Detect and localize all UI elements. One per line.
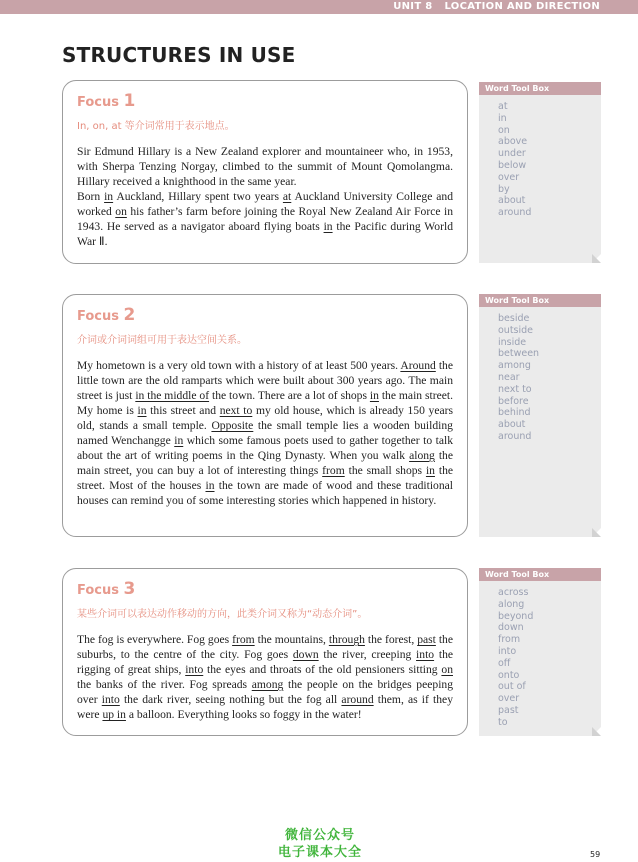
tool-box-word: next to bbox=[498, 383, 532, 395]
underlined-preposition: down bbox=[292, 648, 319, 661]
underlined-preposition: in bbox=[425, 464, 435, 477]
underlined-preposition: in the middle of bbox=[135, 389, 210, 402]
tool-box-word: onto bbox=[498, 669, 520, 681]
tool-box-word-list bbox=[479, 581, 601, 729]
tool-box-word: among bbox=[498, 360, 531, 372]
underlined-preposition: through bbox=[328, 633, 365, 646]
tool-box-title: Word Tool Box bbox=[479, 82, 601, 95]
tool-box-word-list bbox=[479, 95, 601, 219]
tool-box-word-list bbox=[479, 307, 601, 443]
focus-number: 1 bbox=[123, 91, 136, 111]
underlined-preposition: past bbox=[417, 633, 436, 646]
underlined-preposition: in bbox=[323, 220, 333, 233]
underlined-preposition: in bbox=[104, 190, 114, 203]
tool-box-word: across bbox=[498, 587, 529, 598]
tool-box-word: past bbox=[498, 704, 519, 716]
tool-box-word: from bbox=[498, 634, 521, 646]
tool-box-word: below bbox=[498, 159, 527, 171]
underlined-preposition: Opposite bbox=[211, 419, 254, 432]
tool-box-word: about bbox=[498, 195, 526, 207]
focus-1-title bbox=[77, 91, 453, 111]
focus-number: 3 bbox=[123, 579, 136, 599]
watermark-line-1: 微信公众号 bbox=[284, 828, 355, 843]
tool-box-word: before bbox=[498, 395, 529, 407]
tool-box-word: near bbox=[498, 371, 520, 383]
underlined-preposition: along bbox=[409, 449, 435, 462]
underlined-preposition: from bbox=[232, 633, 255, 646]
tool-box-word: between bbox=[498, 348, 540, 360]
tool-box-word: inside bbox=[498, 336, 527, 348]
focus-2-subtitle: 介词或介词词组可用于表达空间关系。 bbox=[77, 335, 247, 346]
underlined-preposition: on bbox=[115, 205, 127, 218]
tool-box-word: in bbox=[498, 112, 507, 124]
underlined-preposition: into bbox=[101, 693, 120, 706]
tool-box-title: Word Tool Box bbox=[479, 568, 601, 581]
underlined-preposition: up in bbox=[102, 708, 126, 721]
focus-2-title bbox=[77, 305, 453, 325]
underlined-preposition: in bbox=[205, 479, 215, 492]
page-fold-shadow bbox=[592, 254, 601, 263]
focus-1-subtitle: In, on, at 等介词常用于表示地点。 bbox=[77, 121, 235, 132]
underlined-preposition: around bbox=[341, 693, 374, 706]
underlined-preposition: among bbox=[251, 678, 284, 691]
tool-box-word: into bbox=[498, 645, 517, 657]
underlined-preposition: into bbox=[185, 663, 204, 676]
tool-box-word: over bbox=[498, 693, 520, 705]
tool-box-word: behind bbox=[498, 407, 531, 419]
tool-box-word: down bbox=[498, 622, 524, 634]
focus-3-paragraph: The fog is everywhere. Fog goes from the mountains, through the forest, past the suburbs, to the centre of the city. Fog goes down the river, creeping into the rigging of great ships, into the eyes and throats of the old pensioners sitting on the banks of the river. Fog spreads among the people on the bridges peeping over into the dark river, seeing nothing but the fog all around them, as if they were up in a balloon. Everything looks so foggy in the water! bbox=[77, 633, 454, 721]
tool-box-word: about bbox=[498, 419, 526, 431]
tool-box-word: on bbox=[498, 124, 510, 136]
word-tool-box-3 bbox=[479, 568, 601, 736]
watermark bbox=[260, 827, 380, 861]
tool-box-word: beyond bbox=[498, 610, 534, 622]
underlined-preposition: in bbox=[369, 389, 379, 402]
focus-number: 2 bbox=[123, 305, 136, 325]
focus-3-text bbox=[77, 632, 453, 722]
word-tool-box-1 bbox=[479, 82, 601, 263]
page-fold-shadow bbox=[592, 528, 601, 537]
focus-1-paragraph-1: Sir Edmund Hillary is a New Zealand explorer and mountaineer who, in 1953, with Sherpa Tenzing Norgay, climbed to the summit of Mount Qomolangma. Hillary received a knighthood in the same year. bbox=[77, 145, 453, 188]
underlined-preposition: on bbox=[441, 663, 453, 676]
focus-label: Focus bbox=[77, 95, 119, 110]
focus-label: Focus bbox=[77, 583, 119, 598]
focus-2-paragraph: My hometown is a very old town with a history of at least 500 years. Around the little town are the old ramparts which were built about 300 years ago. The main street is just in the middle of the town. There are a lot of shops in the main street. My home is in this street and next to my old house, which is already 150 years old, stands a small temple. Opposite the small temple lies a wooden building named Wenchangge in which some famous poets used to gather together to talk about the art of writing poems in the Qing Dynasty. When you walk along the main street, you can buy a lot of interesting things from the small shops in the street. Most of the houses in the town are made of wood and these traditional houses can remind you of some interesting stories which happened in history. bbox=[77, 359, 454, 507]
focus-3-subtitle: 某些介词可以表达动作移动的方向，此类介词又称为“动态介词”。 bbox=[77, 609, 368, 620]
focus-3-box bbox=[62, 568, 468, 736]
page-title: STRUCTURES IN USE bbox=[62, 43, 296, 67]
tool-box-word: above bbox=[498, 136, 528, 148]
underlined-preposition: Around bbox=[400, 359, 436, 372]
page-fold-shadow bbox=[592, 727, 601, 736]
tool-box-word: along bbox=[498, 598, 525, 610]
tool-box-word: to bbox=[498, 716, 508, 728]
unit-header bbox=[0, 0, 638, 14]
tool-box-word: off bbox=[498, 657, 511, 669]
word-tool-box-2 bbox=[479, 294, 601, 537]
tool-box-word: under bbox=[498, 148, 526, 160]
focus-2-text bbox=[77, 358, 453, 508]
underlined-preposition: into bbox=[416, 648, 435, 661]
tool-box-word: outside bbox=[498, 324, 534, 336]
underlined-preposition: in bbox=[174, 434, 184, 447]
focus-1-text bbox=[77, 144, 453, 249]
tool-box-word: at bbox=[498, 101, 508, 112]
underlined-preposition: from bbox=[322, 464, 345, 477]
tool-box-title: Word Tool Box bbox=[479, 294, 601, 307]
focus-1-box bbox=[62, 80, 468, 264]
focus-2-box bbox=[62, 294, 468, 537]
focus-label: Focus bbox=[77, 309, 119, 324]
section-label: LOCATION AND DIRECTION bbox=[444, 1, 600, 12]
underlined-preposition: next to bbox=[219, 404, 253, 417]
watermark-line-2: 电子课本大全 bbox=[277, 845, 362, 860]
underlined-preposition: in bbox=[137, 404, 147, 417]
focus-3-title bbox=[77, 579, 453, 599]
tool-box-word: around bbox=[498, 207, 532, 219]
tool-box-word: around bbox=[498, 430, 532, 442]
tool-box-word: out of bbox=[498, 681, 526, 693]
tool-box-word: beside bbox=[498, 313, 530, 324]
underlined-preposition: at bbox=[282, 190, 292, 203]
tool-box-word: by bbox=[498, 183, 510, 195]
tool-box-word: over bbox=[498, 171, 520, 183]
unit-label: UNIT 8 bbox=[393, 1, 433, 12]
page-number: 59 bbox=[590, 850, 601, 859]
focus-1-paragraph-2: Born in Auckland, Hillary spent two years at Auckland University College and worked on his father’s farm before joining the Royal New Zealand Air Force in 1943. He served as a navigator aboard flying boats in the Pacific during World War Ⅱ. bbox=[77, 190, 454, 248]
